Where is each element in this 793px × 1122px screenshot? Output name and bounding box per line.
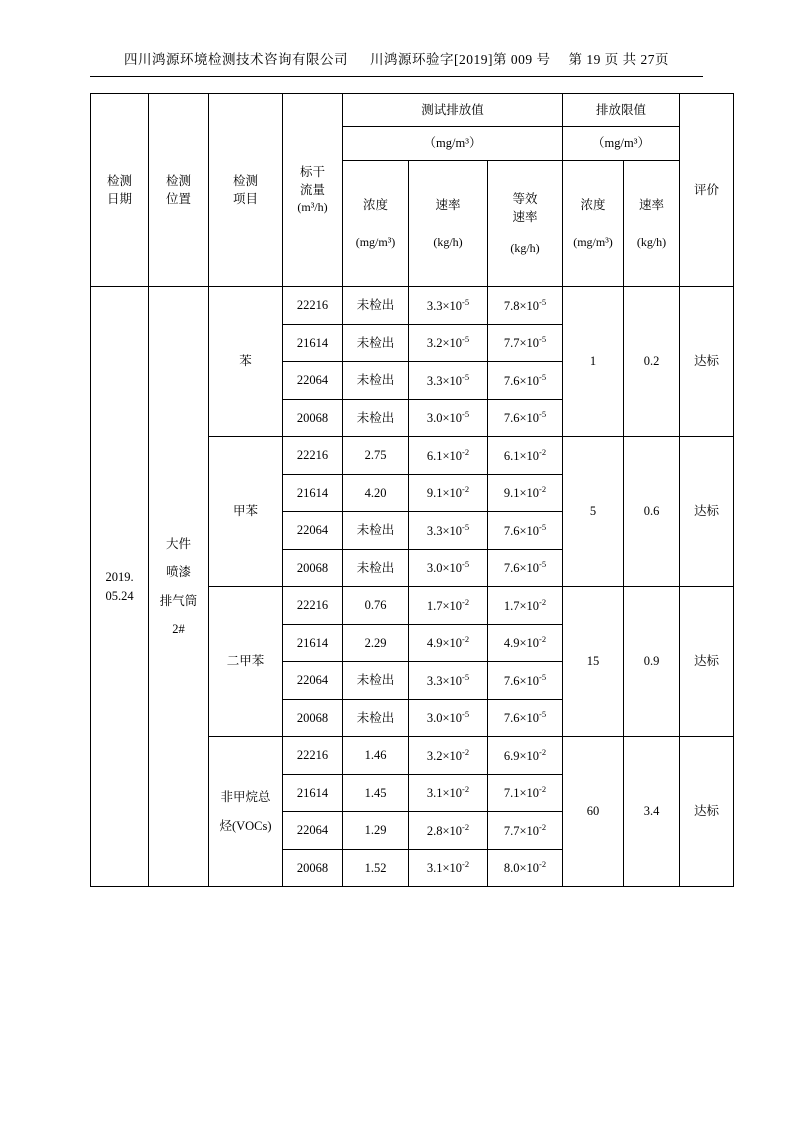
cell-conc: 未检出 <box>343 362 409 400</box>
cell-item-4-line2: 烃(VOCs) <box>219 818 272 833</box>
cell-eq-rate: $6.9\times 10^{-2}$ <box>488 737 563 775</box>
col-header-date-line2: 日期 <box>106 192 132 206</box>
col-header-date <box>91 94 149 287</box>
cell-limit-rate-3: 0.9 <box>624 587 680 737</box>
col-header-limit-conc-unit: (mg/m³) <box>573 234 613 249</box>
header-company: 四川鸿源环境检测技术咨询有限公司 <box>124 52 348 67</box>
cell-conc: 4.20 <box>343 474 409 512</box>
cell-eq-rate: $8.0\times 10^{-2}$ <box>488 849 563 887</box>
col-header-eq-rate-line2: 速率 <box>512 209 538 224</box>
cell-evaluation-1: 达标 <box>680 287 734 437</box>
cell-date-line1: 2019. <box>105 570 134 585</box>
cell-rate: $3.2\times 10^{-2}$ <box>409 737 488 775</box>
page-header <box>90 48 703 68</box>
cell-conc: 未检出 <box>343 699 409 737</box>
cell-limit-rate-1: 0.2 <box>624 287 680 437</box>
cell-eq-rate: $7.8\times 10^{-5}$ <box>488 287 563 325</box>
cell-limit-conc-3: 15 <box>563 587 624 737</box>
cell-item-4 <box>209 737 283 887</box>
cell-evaluation-4: 达标 <box>680 737 734 887</box>
cell-eq-rate: $7.7\times 10^{-5}$ <box>488 324 563 362</box>
cell-flow: 22064 <box>283 812 343 850</box>
cell-eq-rate: $9.1\times 10^{-2}$ <box>488 474 563 512</box>
cell-rate: $3.1\times 10^{-2}$ <box>409 774 488 812</box>
cell-item-1: 苯 <box>209 287 283 437</box>
emission-data-table <box>90 93 734 887</box>
col-header-limit-group: 排放限值 <box>563 94 680 127</box>
col-header-position-line2: 位置 <box>165 192 191 206</box>
col-header-measured-unit: （mg/m³） <box>343 127 563 161</box>
header-divider <box>90 76 703 77</box>
col-header-position <box>149 94 209 287</box>
header-report-no: 川鸿源环验字[2019]第 009 号 <box>370 52 551 67</box>
col-header-eq-rate-unit: (kg/h) <box>510 240 540 255</box>
cell-limit-rate-2: 0.6 <box>624 437 680 587</box>
cell-rate: $3.3\times 10^{-5}$ <box>409 512 488 550</box>
cell-conc: 未检出 <box>343 549 409 587</box>
col-header-conc-label: 浓度 <box>362 197 388 212</box>
cell-flow: 20068 <box>283 849 343 887</box>
col-header-item-line1: 检测 <box>232 173 258 188</box>
col-header-eq-rate <box>488 161 563 287</box>
cell-rate: $3.0\times 10^{-5}$ <box>409 699 488 737</box>
col-header-flow-line1: 标干 <box>299 165 325 180</box>
cell-limit-conc-1: 1 <box>563 287 624 437</box>
cell-eq-rate: $7.6\times 10^{-5}$ <box>488 662 563 700</box>
cell-limit-conc-4: 60 <box>563 737 624 887</box>
cell-flow: 22064 <box>283 662 343 700</box>
cell-item-3: 二甲苯 <box>209 587 283 737</box>
col-header-flow-line2: 流量 <box>299 183 325 198</box>
cell-eq-rate: $7.6\times 10^{-5}$ <box>488 549 563 587</box>
cell-position-line3: 排气筒 <box>159 593 198 608</box>
col-header-flow-unit: (m³/h) <box>297 200 328 215</box>
cell-conc: 未检出 <box>343 512 409 550</box>
cell-rate: $3.0\times 10^{-5}$ <box>409 549 488 587</box>
col-header-rate-label: 速率 <box>435 197 461 212</box>
header-page-info: 第 19 页 共 27页 <box>568 52 669 67</box>
cell-eq-rate: $7.7\times 10^{-2}$ <box>488 812 563 850</box>
col-header-limit-conc <box>563 161 624 287</box>
cell-date <box>91 287 149 887</box>
cell-rate: $3.3\times 10^{-5}$ <box>409 362 488 400</box>
cell-rate: $2.8\times 10^{-2}$ <box>409 812 488 850</box>
cell-eq-rate: $7.6\times 10^{-5}$ <box>488 512 563 550</box>
cell-conc: 1.46 <box>343 737 409 775</box>
cell-flow: 20068 <box>283 699 343 737</box>
cell-eq-rate: $1.7\times 10^{-2}$ <box>488 587 563 625</box>
cell-evaluation-2: 达标 <box>680 437 734 587</box>
cell-item-2: 甲苯 <box>209 437 283 587</box>
cell-conc: 未检出 <box>343 324 409 362</box>
cell-conc: 2.29 <box>343 624 409 662</box>
cell-position-line4: 2# <box>172 621 185 636</box>
col-header-limit-rate <box>624 161 680 287</box>
col-header-measured-group: 测试排放值 <box>343 94 563 127</box>
cell-flow: 21614 <box>283 624 343 662</box>
col-header-limit-rate-label: 速率 <box>639 197 665 212</box>
cell-rate: $4.9\times 10^{-2}$ <box>409 624 488 662</box>
cell-evaluation-3: 达标 <box>680 587 734 737</box>
cell-conc: 未检出 <box>343 399 409 437</box>
col-header-conc <box>343 161 409 287</box>
cell-flow: 22216 <box>283 287 343 325</box>
cell-flow: 22064 <box>283 512 343 550</box>
cell-rate: $9.1\times 10^{-2}$ <box>409 474 488 512</box>
cell-item-4-line1: 非甲烷总 <box>220 790 271 805</box>
col-header-conc-unit: (mg/m³) <box>355 234 396 249</box>
cell-conc: 未检出 <box>343 662 409 700</box>
cell-limit-rate-4: 3.4 <box>624 737 680 887</box>
cell-rate: $3.0\times 10^{-5}$ <box>409 399 488 437</box>
cell-rate: $3.3\times 10^{-5}$ <box>409 287 488 325</box>
cell-conc: 2.75 <box>343 437 409 475</box>
col-header-flow <box>283 94 343 287</box>
cell-conc: 1.52 <box>343 849 409 887</box>
cell-conc: 0.76 <box>343 587 409 625</box>
cell-flow: 20068 <box>283 549 343 587</box>
cell-position-line2: 喷漆 <box>165 565 191 580</box>
cell-limit-conc-2: 5 <box>563 437 624 587</box>
col-header-position-line1: 检测 <box>165 173 191 188</box>
cell-eq-rate: $7.6\times 10^{-5}$ <box>488 699 563 737</box>
cell-flow: 21614 <box>283 774 343 812</box>
col-header-limit-unit: （mg/m³） <box>563 127 680 161</box>
cell-eq-rate: $7.6\times 10^{-5}$ <box>488 362 563 400</box>
cell-rate: $6.1\times 10^{-2}$ <box>409 437 488 475</box>
cell-eq-rate: $7.6\times 10^{-5}$ <box>488 399 563 437</box>
col-header-item-line2: 项目 <box>232 192 258 206</box>
cell-flow: 22216 <box>283 737 343 775</box>
col-header-limit-conc-label: 浓度 <box>580 197 606 212</box>
col-header-limit-rate-unit: (kg/h) <box>636 234 667 249</box>
cell-conc: 未检出 <box>343 287 409 325</box>
cell-flow: 20068 <box>283 399 343 437</box>
col-header-rate-unit: (kg/h) <box>433 234 463 249</box>
cell-date-line2: 05.24 <box>105 588 134 603</box>
cell-eq-rate: $4.9\times 10^{-2}$ <box>488 624 563 662</box>
cell-rate: $3.3\times 10^{-5}$ <box>409 662 488 700</box>
cell-flow: 22216 <box>283 587 343 625</box>
cell-flow: 21614 <box>283 324 343 362</box>
cell-rate: $3.1\times 10^{-2}$ <box>409 849 488 887</box>
cell-eq-rate: $7.1\times 10^{-2}$ <box>488 774 563 812</box>
cell-position-line1: 大件 <box>165 537 191 552</box>
col-header-evaluation: 评价 <box>680 94 734 287</box>
cell-position <box>149 287 209 887</box>
cell-rate: $3.2\times 10^{-5}$ <box>409 324 488 362</box>
cell-rate: $1.7\times 10^{-2}$ <box>409 587 488 625</box>
col-header-item <box>209 94 283 287</box>
cell-conc: 1.45 <box>343 774 409 812</box>
col-header-eq-rate-line1: 等效 <box>512 191 538 206</box>
col-header-rate <box>409 161 488 287</box>
cell-conc: 1.29 <box>343 812 409 850</box>
cell-eq-rate: $6.1\times 10^{-2}$ <box>488 437 563 475</box>
cell-flow: 21614 <box>283 474 343 512</box>
cell-flow: 22064 <box>283 362 343 400</box>
col-header-date-line1: 检测 <box>106 173 132 188</box>
cell-flow: 22216 <box>283 437 343 475</box>
